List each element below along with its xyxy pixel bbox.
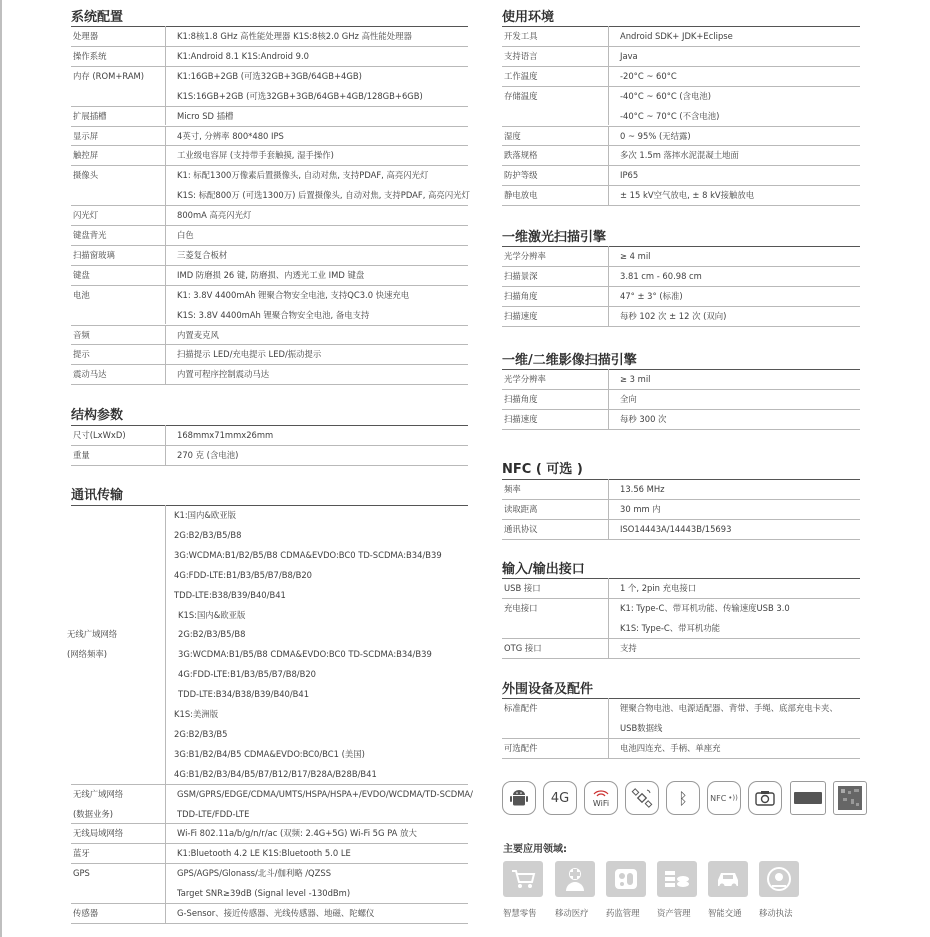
column-divider [608, 86, 609, 126]
row-divider [502, 66, 860, 67]
row-divider [71, 445, 468, 446]
row-divider [502, 205, 860, 206]
comm-section-title: 通讯传输 [71, 488, 124, 503]
bluetooth-icon-glyph: ᛒ [678, 788, 688, 808]
env-row-label: 开发工具 [504, 31, 538, 41]
env-row-label: 支持语言 [504, 50, 538, 61]
peripheral-row-value: USB数据线 [620, 722, 663, 733]
imager-section-title: 一维/二维影像扫描引擎 [502, 353, 637, 368]
wwan-band-line: 2G:B2/B3/B5 [174, 728, 228, 739]
column-divider [608, 266, 609, 286]
row-divider [502, 499, 860, 500]
row-divider [71, 923, 468, 924]
row-divider [71, 245, 468, 246]
io-row-label: USB 接口 [504, 583, 541, 593]
asset-management-icon [657, 861, 697, 897]
comm-header-rule [71, 505, 468, 506]
env-section-title: 使用环境 [502, 10, 555, 25]
env-row-value: ± 15 kV空气放电, ± 8 kV接触放电 [620, 190, 755, 201]
env-row-label: 静电放电 [504, 190, 538, 201]
column-divider [165, 145, 166, 165]
system-row-value: K1:16GB+2GB (可选32GB+3GB/64GB+4GB) [177, 70, 362, 81]
wwan-band-line: 3G:WCDMA:B1/B2/B5/B8 CDMA&EVDO:BC0 TD-SCDMA:B34/B39 [174, 549, 442, 560]
system-row-label: 操作系统 [73, 50, 107, 61]
comm-row-label-2: (数据业务) [73, 808, 114, 819]
app-label-medical: 移动医疗 [555, 908, 589, 918]
env-row-label: 工作温度 [504, 70, 538, 81]
column-divider [165, 903, 166, 923]
apps-title: 主要应用领域: [503, 844, 567, 855]
system-row-label: 扫描窗玻璃 [73, 249, 115, 260]
row-divider [71, 205, 468, 206]
column-divider [165, 784, 166, 824]
column-divider [165, 364, 166, 384]
system-row-label: 音频 [73, 329, 90, 340]
row-divider [502, 145, 860, 146]
structure-row-label: 尺寸(LxWxD) [73, 430, 126, 440]
comm-row-label: 蓝牙 [73, 848, 90, 859]
structure-header-rule [71, 425, 468, 426]
row-divider [71, 843, 468, 844]
system-row-value: 三菱复合板材 [177, 249, 228, 260]
env-row-value: -40°C ~ 60°C (含电池) [620, 90, 712, 101]
peripheral-row-label: 可选配件 [504, 742, 538, 753]
traffic-icon [708, 861, 748, 897]
column-divider [608, 185, 609, 205]
row-divider [71, 903, 468, 904]
laser-row-value: 47° ± 3° (标准) [620, 290, 683, 301]
wwan-label: (网络频率) [67, 649, 108, 660]
system-row-label: 键盘 [73, 269, 90, 280]
io-row-label: 充电接口 [504, 602, 538, 613]
row-divider [71, 126, 468, 127]
wwan-band-line: 3G:WCDMA:B1/B5/B8 CDMA&EVDO:BC0 TD-SCDMA:B34/B39 [178, 649, 432, 660]
wwan-band-line: TDD-LTE:B38/B39/B40/B41 [174, 589, 286, 600]
system-row-value: 内置麦克风 [177, 329, 219, 340]
env-row-label: 湿度 [504, 130, 521, 141]
laser-header-rule [502, 246, 860, 247]
comm-row-value: GSM/GPRS/EDGE/CDMA/UMTS/HSPA/HSPA+/EVDO/WCDMA/TD-SCDMA/ [177, 788, 473, 799]
peripheral-header-rule [502, 698, 860, 699]
system-row-value: K1:8核1.8 GHz 高性能处理器 K1S:8核2.0 GHz 高性能处理器 [177, 31, 412, 41]
row-divider [71, 265, 468, 266]
imager-row-value: ≥ 3 mil [620, 374, 651, 384]
env-row-value: 0 ~ 95% (无结露) [620, 130, 691, 141]
wwan-band-line: 2G:B2/B3/B5/B8 [178, 629, 246, 640]
column-divider [165, 823, 166, 843]
system-row-value: 内置可程序控制震动马达 [177, 369, 270, 380]
column-divider [608, 519, 609, 539]
column-divider [608, 409, 609, 429]
row-divider [71, 165, 468, 166]
system-row-value: Micro SD 插槽 [177, 110, 234, 121]
io-row-value: K1: Type-C、带耳机功能、传输速度USB 3.0 [620, 602, 790, 613]
row-divider [502, 286, 860, 287]
laser-row-label: 扫描景深 [504, 270, 538, 281]
io-header-rule [502, 578, 860, 579]
imager-row-label: 扫描速度 [504, 413, 538, 424]
column-divider [165, 205, 166, 225]
row-divider [71, 384, 468, 385]
row-divider [71, 225, 468, 226]
row-divider [71, 863, 468, 864]
comm-row-value: Target SNR≥39dB (Signal level -130dBm) [177, 888, 351, 899]
env-row-label: 存储温度 [504, 90, 538, 101]
laser-section-title: 一维激光扫描引擎 [502, 230, 607, 245]
system-row-value: 4英寸, 分辨率 800*480 IPS [177, 130, 284, 141]
row-divider [71, 145, 468, 146]
system-row-value: 800mA 高亮闪光灯 [177, 210, 252, 221]
row-divider [502, 326, 860, 327]
env-row-label: 防护等级 [504, 170, 538, 181]
row-divider [502, 539, 860, 540]
android-icon [502, 781, 536, 815]
column-divider [165, 505, 166, 784]
qr-code-icon [833, 781, 867, 815]
nfc-row-label: 通讯协议 [504, 523, 538, 534]
row-divider [71, 364, 468, 365]
comm-row-value: TDD-LTE/FDD-LTE [177, 808, 250, 819]
column-divider [608, 369, 609, 389]
env-row-value: -20°C ~ 60°C [620, 70, 677, 81]
system-row-value: K1: 3.8V 4400mAh 锂聚合物安全电池, 支持QC3.0 快速充电 [177, 289, 410, 300]
column-divider [165, 66, 166, 106]
system-row-label: 震动马达 [73, 369, 107, 380]
system-row-label: 提示 [73, 349, 90, 360]
env-row-value: IP65 [620, 170, 639, 181]
system-row-label: 处理器 [73, 31, 99, 41]
imager-header-rule [502, 369, 860, 370]
wwan-band-line: 4G:B1/B2/B3/B4/B5/B7/B12/B17/B28A/B28B/B41 [174, 768, 377, 779]
row-divider [71, 823, 468, 824]
bluetooth-icon [666, 781, 700, 815]
nfc-header-rule [502, 479, 860, 480]
column-divider [608, 66, 609, 86]
system-section-title: 系统配置 [71, 10, 124, 25]
laser-row-value: 3.81 cm - 60.98 cm [620, 270, 702, 281]
wwan-band-line: TDD-LTE:B34/B38/B39/B40/B41 [178, 689, 310, 700]
imager-row-value: 每秒 300 次 [620, 413, 667, 424]
structure-row-value: 168mmx71mmx26mm [177, 430, 274, 440]
system-row-label: 闪光灯 [73, 210, 99, 221]
app-label-retail: 智慧零售 [503, 908, 537, 918]
wifi-icon-label: WiFi [592, 798, 610, 808]
system-header-rule [71, 26, 468, 27]
env-row-label: 跌落规格 [504, 150, 538, 161]
comm-row-label: 无线广域网络 [73, 788, 124, 799]
column-divider [165, 325, 166, 345]
system-row-value: K1S:16GB+2GB (可选32GB+3GB/64GB+4GB/128GB+6GB) [177, 90, 423, 101]
system-row-label: 显示屏 [73, 130, 99, 141]
wwan-band-line: 4G:FDD-LTE:B1/B3/B5/B7/B8/B20 [178, 669, 316, 680]
column-divider [608, 738, 609, 758]
column-divider [608, 246, 609, 266]
column-divider [608, 479, 609, 499]
io-row-value: 支持 [620, 642, 637, 653]
nfc-row-value: 30 mm 内 [620, 503, 661, 514]
4g-icon [543, 781, 577, 815]
imager-row-label: 光学分辨率 [504, 374, 546, 384]
wwan-band-line: 3G:B1/B2/B4/B5 CDMA&EVDO:BC0/BC1 (美国) [174, 748, 365, 759]
row-divider [502, 638, 860, 639]
peripheral-row-label: 标准配件 [504, 703, 538, 713]
structure-section-title: 结构参数 [71, 408, 124, 423]
column-divider [608, 638, 609, 658]
system-row-label: 摄像头 [73, 170, 99, 181]
gps-satellite-icon [625, 781, 659, 815]
row-divider [502, 429, 860, 430]
structure-row-label: 重量 [73, 449, 90, 460]
row-divider [71, 285, 468, 286]
system-row-value: IMD 防磨损 26 键, 防磨损、内透光工业 IMD 键盘 [177, 269, 365, 280]
page-edge [0, 0, 2, 937]
column-divider [165, 106, 166, 126]
system-row-value: 白色 [177, 230, 194, 240]
structure-row-value: 270 克 (含电池) [177, 449, 239, 460]
law-enforcement-icon [759, 861, 799, 897]
system-row-label: 内存 (ROM+RAM) [73, 70, 145, 81]
imager-row-label: 扫描角度 [504, 393, 538, 404]
io-row-value: K1S: Type-C、带耳机功能 [620, 622, 720, 633]
column-divider [165, 126, 166, 146]
column-divider [608, 165, 609, 185]
nfc-icon-label: NFC [710, 793, 727, 803]
column-divider [165, 165, 166, 205]
system-row-label: 触控屏 [73, 150, 99, 161]
row-divider [502, 658, 860, 659]
row-divider [71, 325, 468, 326]
row-divider [502, 389, 860, 390]
row-divider [502, 126, 860, 127]
wwan-band-line: 4G:FDD-LTE:B1/B3/B5/B7/B8/B20 [174, 569, 312, 580]
nfc-row-label: 频率 [504, 484, 521, 494]
wwan-band-line: K1S:美洲版 [174, 709, 219, 719]
column-divider [165, 26, 166, 46]
row-divider [502, 266, 860, 267]
wwan-band-line: K1:国内&欧亚版 [174, 510, 237, 520]
drug-supervision-icon [606, 861, 646, 897]
row-divider [71, 66, 468, 67]
column-divider [165, 46, 166, 66]
wwan-band-line: K1S:国内&欧亚版 [178, 609, 246, 620]
imager-row-value: 全向 [620, 393, 637, 404]
row-divider [502, 46, 860, 47]
comm-row-value: G-Sensor、接近传感器、光线传感器、地磁、陀螺仪 [177, 908, 375, 918]
env-row-value: Java [620, 50, 638, 61]
retail-icon [503, 861, 543, 897]
laser-row-label: 扫描角度 [504, 290, 538, 301]
column-divider [608, 598, 609, 638]
column-divider [165, 245, 166, 265]
row-divider [71, 46, 468, 47]
4g-icon-label: 4G [550, 790, 570, 806]
comm-row-value: GPS/AGPS/Glonass/北斗/伽利略 /QZSS [177, 868, 332, 879]
nfc-section-title: NFC ( 可选 ) [502, 462, 583, 477]
column-divider [165, 225, 166, 245]
env-row-value: 多次 1.5m 落摔水泥混凝土地面 [620, 150, 739, 161]
env-row-value: -40°C ~ 70°C (不含电池) [620, 110, 720, 121]
comm-row-label: GPS [73, 868, 90, 879]
wwan-label: 无线广域网络 [67, 629, 118, 640]
column-divider [608, 389, 609, 409]
column-divider [165, 344, 166, 364]
wifi-icon [584, 781, 618, 815]
env-header-rule [502, 26, 860, 27]
system-row-label: 扩展插槽 [73, 110, 107, 121]
io-row-value: 1 个, 2pin 充电接口 [620, 583, 697, 593]
system-row-value: 工业级电容屏 (支持带手套触摸, 湿手操作) [177, 150, 334, 161]
row-divider [71, 465, 468, 466]
comm-row-label: 无线局域网络 [73, 828, 124, 839]
nfc-row-label: 读取距离 [504, 503, 538, 514]
system-row-label: 键盘背光 [73, 230, 107, 240]
row-divider [502, 165, 860, 166]
column-divider [608, 306, 609, 326]
system-row-value: K1: 标配1300万像素后置摄像头, 自动对焦, 支持PDAF, 高亮闪光灯 [177, 170, 429, 181]
io-row-label: OTG 接口 [504, 642, 542, 653]
laser-row-label: 扫描速度 [504, 310, 538, 321]
laser-row-label: 光学分辨率 [504, 251, 546, 261]
system-row-value: K1:Android 8.1 K1S:Android 9.0 [177, 50, 309, 61]
column-divider [608, 126, 609, 146]
laser-row-value: 每秒 102 次 ± 12 次 (双向) [620, 310, 727, 321]
comm-row-value: Wi-Fi 802.11a/b/g/n/r/ac (双频: 2.4G+5G) Wi-Fi 5G PA 放大 [177, 828, 417, 839]
column-divider [608, 499, 609, 519]
nfc-icon: NFC •)) [707, 781, 741, 815]
wwan-band-line: 2G:B2/B3/B5/B8 [174, 529, 242, 540]
column-divider [608, 26, 609, 46]
column-divider [165, 425, 166, 445]
system-row-value: K1S: 3.8V 4400mAh 锂聚合物安全电池, 备电支持 [177, 309, 370, 320]
system-row-value: K1S: 标配800万 (可选1300万) 后置摄像头, 自动对焦, 支持PDAF, 高亮闪光灯 [177, 190, 470, 201]
column-divider [608, 145, 609, 165]
system-row-label: 电池 [73, 289, 90, 300]
row-divider [71, 344, 468, 345]
column-divider [608, 46, 609, 66]
row-divider [502, 519, 860, 520]
row-divider [71, 784, 468, 785]
column-divider [608, 286, 609, 306]
peripheral-row-value: 电池四连充、手柄、单座充 [620, 742, 721, 753]
row-divider [502, 598, 860, 599]
app-label-law: 移动执法 [759, 908, 793, 918]
row-divider [502, 86, 860, 87]
row-divider [502, 306, 860, 307]
peripheral-section-title: 外围设备及配件 [502, 682, 594, 697]
row-divider [502, 409, 860, 410]
row-divider [71, 106, 468, 107]
env-row-value: Android SDK+ JDK+Eclipse [620, 31, 733, 41]
column-divider [165, 285, 166, 325]
laser-row-value: ≥ 4 mil [620, 251, 651, 261]
row-divider [502, 738, 860, 739]
app-label-drug: 药监管理 [606, 908, 640, 918]
peripheral-row-value: 锂聚合物电池、电源适配器、背带、手绳、底部充电卡夹、 [620, 703, 838, 713]
comm-row-label: 传感器 [73, 908, 99, 918]
column-divider [608, 698, 609, 738]
camera-icon [748, 781, 782, 815]
comm-row-value: K1:Bluetooth 4.2 LE K1S:Bluetooth 5.0 LE [177, 848, 351, 859]
app-label-asset: 资产管理 [657, 908, 691, 918]
medical-icon [555, 861, 595, 897]
column-divider [165, 265, 166, 285]
nfc-row-value: ISO14443A/14443B/15693 [620, 523, 732, 534]
column-divider [165, 863, 166, 903]
io-section-title: 输入/输出接口 [502, 562, 585, 577]
row-divider [502, 758, 860, 759]
app-label-traffic: 智能交通 [708, 908, 742, 918]
system-row-value: 扫描提示 LED/充电提示 LED/振动提示 [177, 349, 322, 360]
column-divider [165, 445, 166, 465]
column-divider [165, 843, 166, 863]
nfc-row-value: 13.56 MHz [620, 484, 665, 494]
barcode-scanner-icon [790, 781, 826, 815]
row-divider [502, 185, 860, 186]
column-divider [608, 578, 609, 598]
